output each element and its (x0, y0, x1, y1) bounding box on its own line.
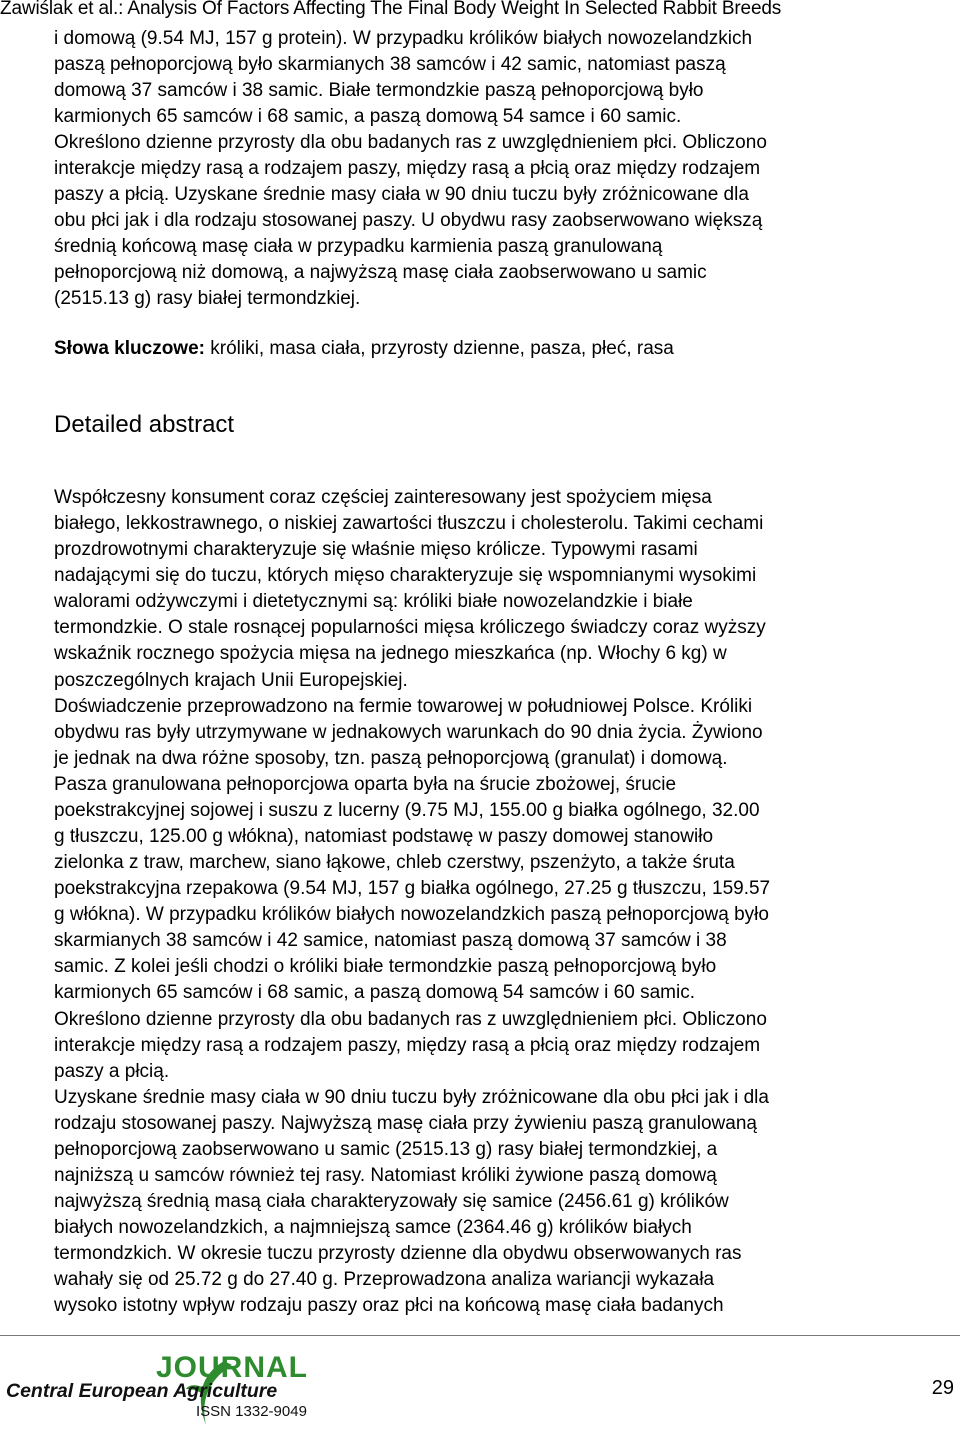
text-line: (2515.13 g) rasy białej termondzkiej. (54, 288, 361, 309)
text-line: paszy a płcią. Uzyskane średnie masy ciała w 90 dniu tuczu były zróżnicowane dla (54, 184, 749, 205)
text-line: prozdrowotnymi charakteryzuje się właśnie mięso królicze. Typowymi rasami (54, 539, 698, 561)
text-line: najniższą u samców również tej rasy. Natomiast króliki żywione paszą domową (54, 1165, 717, 1187)
text-line: Uzyskane średnie masy ciała w 90 dniu tuczu były zróżnicowane dla obu płci jak i dla (54, 1086, 769, 1108)
text-line: pełnoporcjową niż domową, a najwyższą masę ciała zaobserwowano u samic (54, 262, 707, 283)
text-line: rodzaju stosowanej paszy. Najwyższą masę ciała przy żywieniu paszą granulowaną (54, 1112, 757, 1134)
text-line: Współczesny konsument coraz częściej zainteresowany jest spożyciem mięsa (54, 487, 712, 508)
text-line: termondzkich. W okresie tuczu przyrosty dzienne dla obydwu obserwowanych ras (54, 1243, 742, 1265)
keywords (54, 336, 674, 362)
logo-journal-text: JOURNAL (156, 1351, 309, 1384)
journal-logo (6, 1353, 336, 1425)
text-line: je jednak na dwa różne sposoby, tzn. paszą pełnoporcjową (granulat) i domową. (54, 747, 728, 769)
text-line: wahały się od 25.72 g do 27.40 g. Przeprowadzona analiza wariancji wykazała (54, 1269, 715, 1291)
text-line: poekstrakcyjna rzepakowa (9.54 MJ, 157 g białka ogólnego, 27.25 g tłuszczu, 159.57 (54, 878, 771, 900)
text-line: Określono dzienne przyrosty dla obu badanych ras z uwzględnieniem płci. Obliczono (54, 132, 767, 153)
footer-divider (0, 1335, 960, 1336)
page-number: 29 (931, 1377, 954, 1399)
text-line: interakcje między rasą a rodzajem paszy, między rasą a płcią oraz między rodzajem (54, 1034, 761, 1056)
text-line: poszczególnych krajach Unii Europejskiej. (54, 669, 408, 691)
text-line: paszą pełnoporcjową było skarmianych 38 samców i 42 samic, natomiast paszą (54, 54, 726, 75)
text-line: i domową (9.54 MJ, 157 g protein). W przypadku królików białych nowozelandzkich (54, 28, 753, 49)
text-line: samic. Z kolei jeśli chodzi o króliki białe termondzkie paszą pełnoporcjową było (54, 956, 717, 978)
logo-issn: ISSN 1332-9049 (196, 1403, 307, 1420)
text-line: karmionych 65 samców i 68 samic, a paszą domową 54 samce i 60 samic. (54, 106, 682, 127)
text-line: skarmianych 38 samców i 42 samice, natomiast paszą domową 37 samców i 38 (54, 930, 727, 952)
logo-journal-name: Central European Agriculture (6, 1380, 278, 1402)
keywords-label: Słowa kluczowe: (54, 338, 205, 359)
text-line: wysoko istotny wpływ rodzaju paszy oraz płci na końcową masę ciała badanych (54, 1295, 724, 1317)
section-title: Detailed abstract (54, 411, 235, 438)
running-header (0, 0, 960, 20)
text-line: termondzkie. O stale rosnącej popularności mięsa króliczego świadczy coraz wyższy (54, 617, 766, 639)
text-line: paszy a płcią. (54, 1060, 170, 1082)
text-line: g włókna). W przypadku królików białych nowozelandzkich paszą pełnoporcjową było (54, 904, 769, 926)
text-line: obydwu ras były utrzymywane w jednakowych warunkach do 90 dnia życia. Żywiono (54, 721, 763, 743)
text-line: białych nowozelandzkich, a najmniejszą samce (2364.46 g) królików białych (54, 1217, 692, 1239)
text-line: najwyższą średnią masą ciała charakteryzowały się samice (2456.61 g) królików (54, 1191, 729, 1213)
text-line: karmionych 65 samców i 68 samic, a paszą domową 54 samców i 60 samic. (54, 982, 695, 1004)
text-line: białego, lekkostrawnego, o niskiej zawartości tłuszczu i cholesterolu. Takimi cechami (54, 513, 764, 535)
text-line: średnią końcową masę ciała w przypadku karmienia paszą granulowaną (54, 236, 663, 257)
text-line: poekstrakcyjnej sojowej i suszu z lucerny (9.75 MJ, 155.00 g białka ogólnego, 32.00 (54, 799, 760, 821)
detailed-abstract (54, 485, 914, 1320)
text-line: nadającymi się do tuczu, których mięso charakteryzuje się wspomnianymi wysokimi (54, 565, 757, 587)
text-line: obu płci jak i dla rodzaju stosowanej paszy. U obydwu rasy zaobserwowano większą (54, 210, 763, 231)
text-line: zielonka z traw, marchew, siano łąkowe, chleb czerstwy, pszenżyto, a także śruta (54, 852, 735, 874)
text-line: Pasza granulowana pełnoporcjowa oparta była na śrucie zbożowej, śrucie (54, 773, 677, 795)
text-line: g tłuszczu, 125.00 g włókna), natomiast podstawę w paszy domowej stanowiło (54, 826, 714, 848)
text-line: walorami odżywczymi i dietetycznymi są: króliki białe nowozelandzkie i białe (54, 591, 693, 613)
text-line: pełnoporcjową zaobserwowano u samic (2515.13 g) rasy białej termondzkiej, a (54, 1138, 718, 1160)
keywords-text: króliki, masa ciała, przyrosty dzienne, pasza, płeć, rasa (204, 338, 674, 359)
text-line: interakcje między rasą a rodzajem paszy, między rasą a płcią oraz między rodzajem (54, 158, 761, 179)
running-title: Zawiślak et al.: Analysis Of Factors Affecting The Final Body Weight In Selected Rabbit Breeds (0, 0, 782, 19)
text-line: Doświadczenie przeprowadzono na fermie towarowej w południowej Polsce. Króliki (54, 695, 753, 717)
text-line: Określono dzienne przyrosty dla obu badanych ras z uwzględnieniem płci. Obliczono (54, 1008, 767, 1030)
abstract-polish (54, 26, 914, 312)
text-line: domową 37 samców i 38 samic. Białe termondzkie paszą pełnoporcjową było (54, 80, 704, 101)
text-line: wskaźnik rocznego spożycia mięsa na jednego mieszkańca (np. Włochy 6 kg) w (54, 643, 727, 665)
